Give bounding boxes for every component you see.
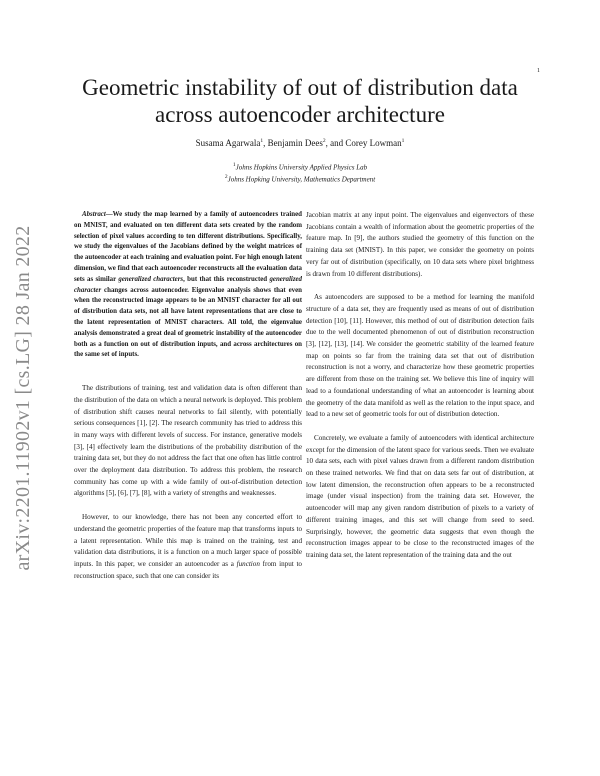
body-paragraph: Jacobian matrix at any input point. The eigenvalues and eigenvectors of these Jacobians contain a wealth of information about the geometric properties of the feature map. In [9], the authors studied the geometry of this function on the training data set (MNIST). In this paper, we consider the geometry on points very far out of distribution (specifically, on 10 data sets where pixel brightness is drawn from 10 different distributions). [306,211,534,278]
abstract: Abstract—We study the map learned by a family of autoencoders trained on MNIST, and evaluated on ten different data sets created by the random selection of pixel values according to ten different distributions. Specifically, we study the eigenvalues of the Jacobians defined by the weight matrices of the autoencoder at each training and evaluation point. For high enough latent dimension, we find that each autoencoder reconstructs all the evaluation data sets as similar generalized characters, but that this reconstructed generalized character changes across autoencoder. Eigenvalue analysis shows that even when the reconstructed image appears to be an MNIST character for all out of distribution data sets, not all have latent representations that are close to the latent representation of MNIST characters. All told, the eigenvalue analysis demonstrated a great deal of geometric instability of the autoencoder both as a function on out of distribution inputs, and across architectures on the same set of inputs. [74,211,303,359]
body-paragraph: However, to our knowledge, there has not been any concerted effort to understand the geometric properties of the feature map that transforms inputs to a latent representation. While this map is trained on the training, test and validation data distributions, it is a function on a much larger space of possible inputs. In this paper, we consider an autoencoder as a function from input to reconstruction space, such that one can consider its [74,513,302,580]
affiliation-line: $^1$Johns Hopkins University Applied Physics Lab [232,162,368,172]
left-column [74,210,302,594]
affiliation-marker: 2 [322,138,326,144]
abstract-label: Abstract [82,211,106,218]
body-paragraph: The distributions of training, test and validation data is often different than the distribution of the data on which a neural network is deployed. This problem of distribution shift causes neural networks to fail silently, with potentially serious consequences [1], [2]. The research community has tried to address this in many ways with different levels of success. For instance, generative models [3], [4] effectively learn the distributions of the probability distribution of the training data set, but they do not address the fact that one often has little control over the deployment data distribution. To address this problem, the research community has come up with a wide family of out-of-distribution detection algorithms [5], [6], [7], [8], with a variety of strengths and weaknesses. [74,384,303,498]
affiliations [60,160,540,185]
author-name: Susama Agarwala [195,138,261,148]
affiliation-line: $^2$Johns Hopking University, Mathematics Department [224,174,376,184]
author-list: Susama Agarwala$^1$, Benjamin Dees$^2$, and Corey Lowman$^1$ [195,138,405,148]
body-paragraph: As autoencoders are supposed to be a method for learning the manifold structure of a data set, they are frequently used as means of out of distribution detection [10], [11]. However, this method of out of distribution detection fails due to the well documented phenomenon of out of distribution reconstruction [3], [12], [13], [14]. We consider the geometric stability of the learned feature map on points so far from the training data set that out of distribution reconstruction is not a worry, and characterize how these geometric properties are different from those on the training set. We believe this line of inquiry will lead to a foundational understanding of what an autoencoder is learning about the geometry of the data manifold as well as the relation to the input space, and lead to a new set of geometric tools for out of distribution detection. [306,293,534,419]
right-column [306,210,534,574]
page-number: 1 [537,68,540,74]
arxiv-stamp: arXiv:2201.11902v1 [cs.LG] 28 Jan 2022 [12,225,34,571]
affiliation-marker: 1 [260,138,264,144]
author-name: Benjamin Dees [267,138,323,148]
paper-title: Geometric instability of out of distribution data across autoencoder architecture [82,75,518,127]
author-name: Corey Lowman [345,138,402,148]
body-paragraph: Concretely, we evaluate a family of autoencoders with identical architecture except for the dimension of the latent space for various seeds. Then we evaluate 10 data sets, each with pixel values drawn from a different random distribution on these trained networks. We find that on data sets far out of distribution, at low latent dimension, the reconstruction often appears to be a reconstructed image (under visual inspection) from the training data set. However, the autoencoder will map any given random distribution of pixels to a variety of different training images, and this set will change from seed to seed. Surprisingly, however, the geometric data suggests that even though the reconstruction images appear to be close to the reconstructed images of the training data set, the latent representation of the training data and the out [306,433,534,559]
affiliation-marker: 1 [401,138,405,144]
